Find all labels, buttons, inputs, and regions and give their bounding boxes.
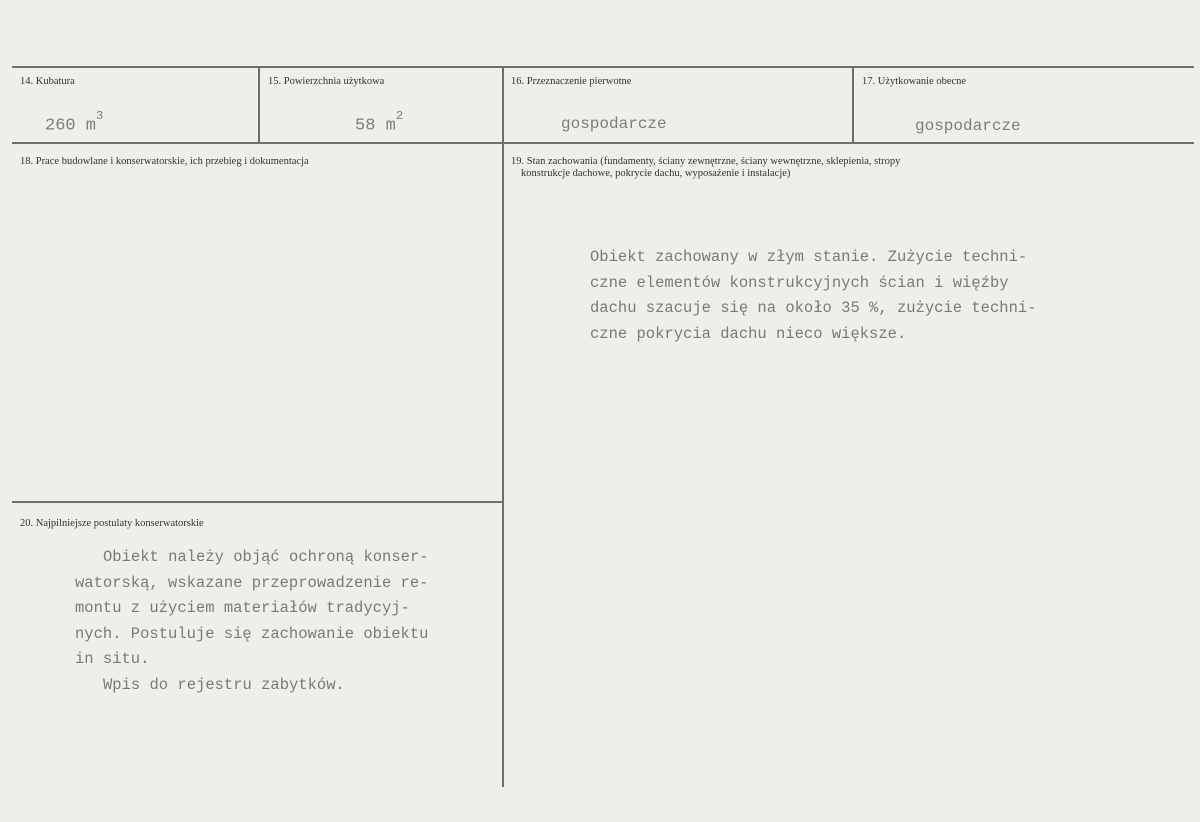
- field-15-label: 15. Powierzchnia użytkowa: [268, 76, 385, 87]
- field-14-label: 14. Kubatura: [20, 76, 75, 87]
- field-20-line: watorską, wskazane przeprowadzenie re-: [75, 573, 429, 592]
- field-16-value: gospodarcze: [561, 115, 667, 133]
- top-rule: [12, 66, 1194, 68]
- field-17-value: gospodarcze: [915, 117, 1021, 135]
- field-16-label: 16. Przeznaczenie pierwotne: [511, 76, 632, 87]
- field-20-line: nych. Postuluje się zachowanie obiektu: [75, 624, 429, 643]
- col-divider-3: [852, 67, 854, 142]
- field-19-line: Obiekt zachowany w złym stanie. Zużycie techni-: [590, 248, 1028, 266]
- field-20-text: [75, 545, 429, 698]
- field-18-label: 18. Prace budowlane i konserwatorskie, ich przebieg i dokumentacja: [20, 156, 309, 167]
- field-19-text: [590, 245, 1036, 347]
- field-20-label: 20. Najpilniejsze postulaty konserwatorskie: [20, 518, 204, 529]
- field-20-line: montu z użyciem materiałów tradycyj-: [75, 599, 410, 617]
- field-19-line: dachu szacuje się na około 35 %, zużycie techni-: [590, 299, 1037, 317]
- col-divider-1: [258, 67, 260, 142]
- row-divider: [12, 142, 1194, 144]
- field-19-line: czne elementów konstrukcyjnych ścian i więźby: [590, 273, 1009, 292]
- field-19-line: czne pokrycia dachu nieco większe.: [590, 324, 907, 343]
- field-19-label-line1: 19. Stan zachowania (fundamenty, ściany zewnętrzne, ściany wewnętrzne, sklepienia, stropy: [511, 156, 901, 167]
- field-20-line: Obiekt należy objąć ochroną konser-: [103, 548, 429, 566]
- field-17-label: 17. Użytkowanie obecne: [862, 76, 967, 87]
- section-20-divider: [12, 501, 504, 503]
- field-20-line: in situ.: [75, 650, 150, 668]
- field-14-value: 260 $m^3$: [45, 109, 104, 136]
- field-19-label-line2: konstrukcje dachowe, pokrycie dachu, wyposażenie i instalacje): [521, 168, 791, 179]
- field-19-label: [511, 156, 900, 180]
- field-15-value: 58 $m^2$: [355, 109, 404, 136]
- field-20-line: Wpis do rejestru zabytków.: [103, 675, 345, 694]
- col-divider-main: [502, 67, 504, 787]
